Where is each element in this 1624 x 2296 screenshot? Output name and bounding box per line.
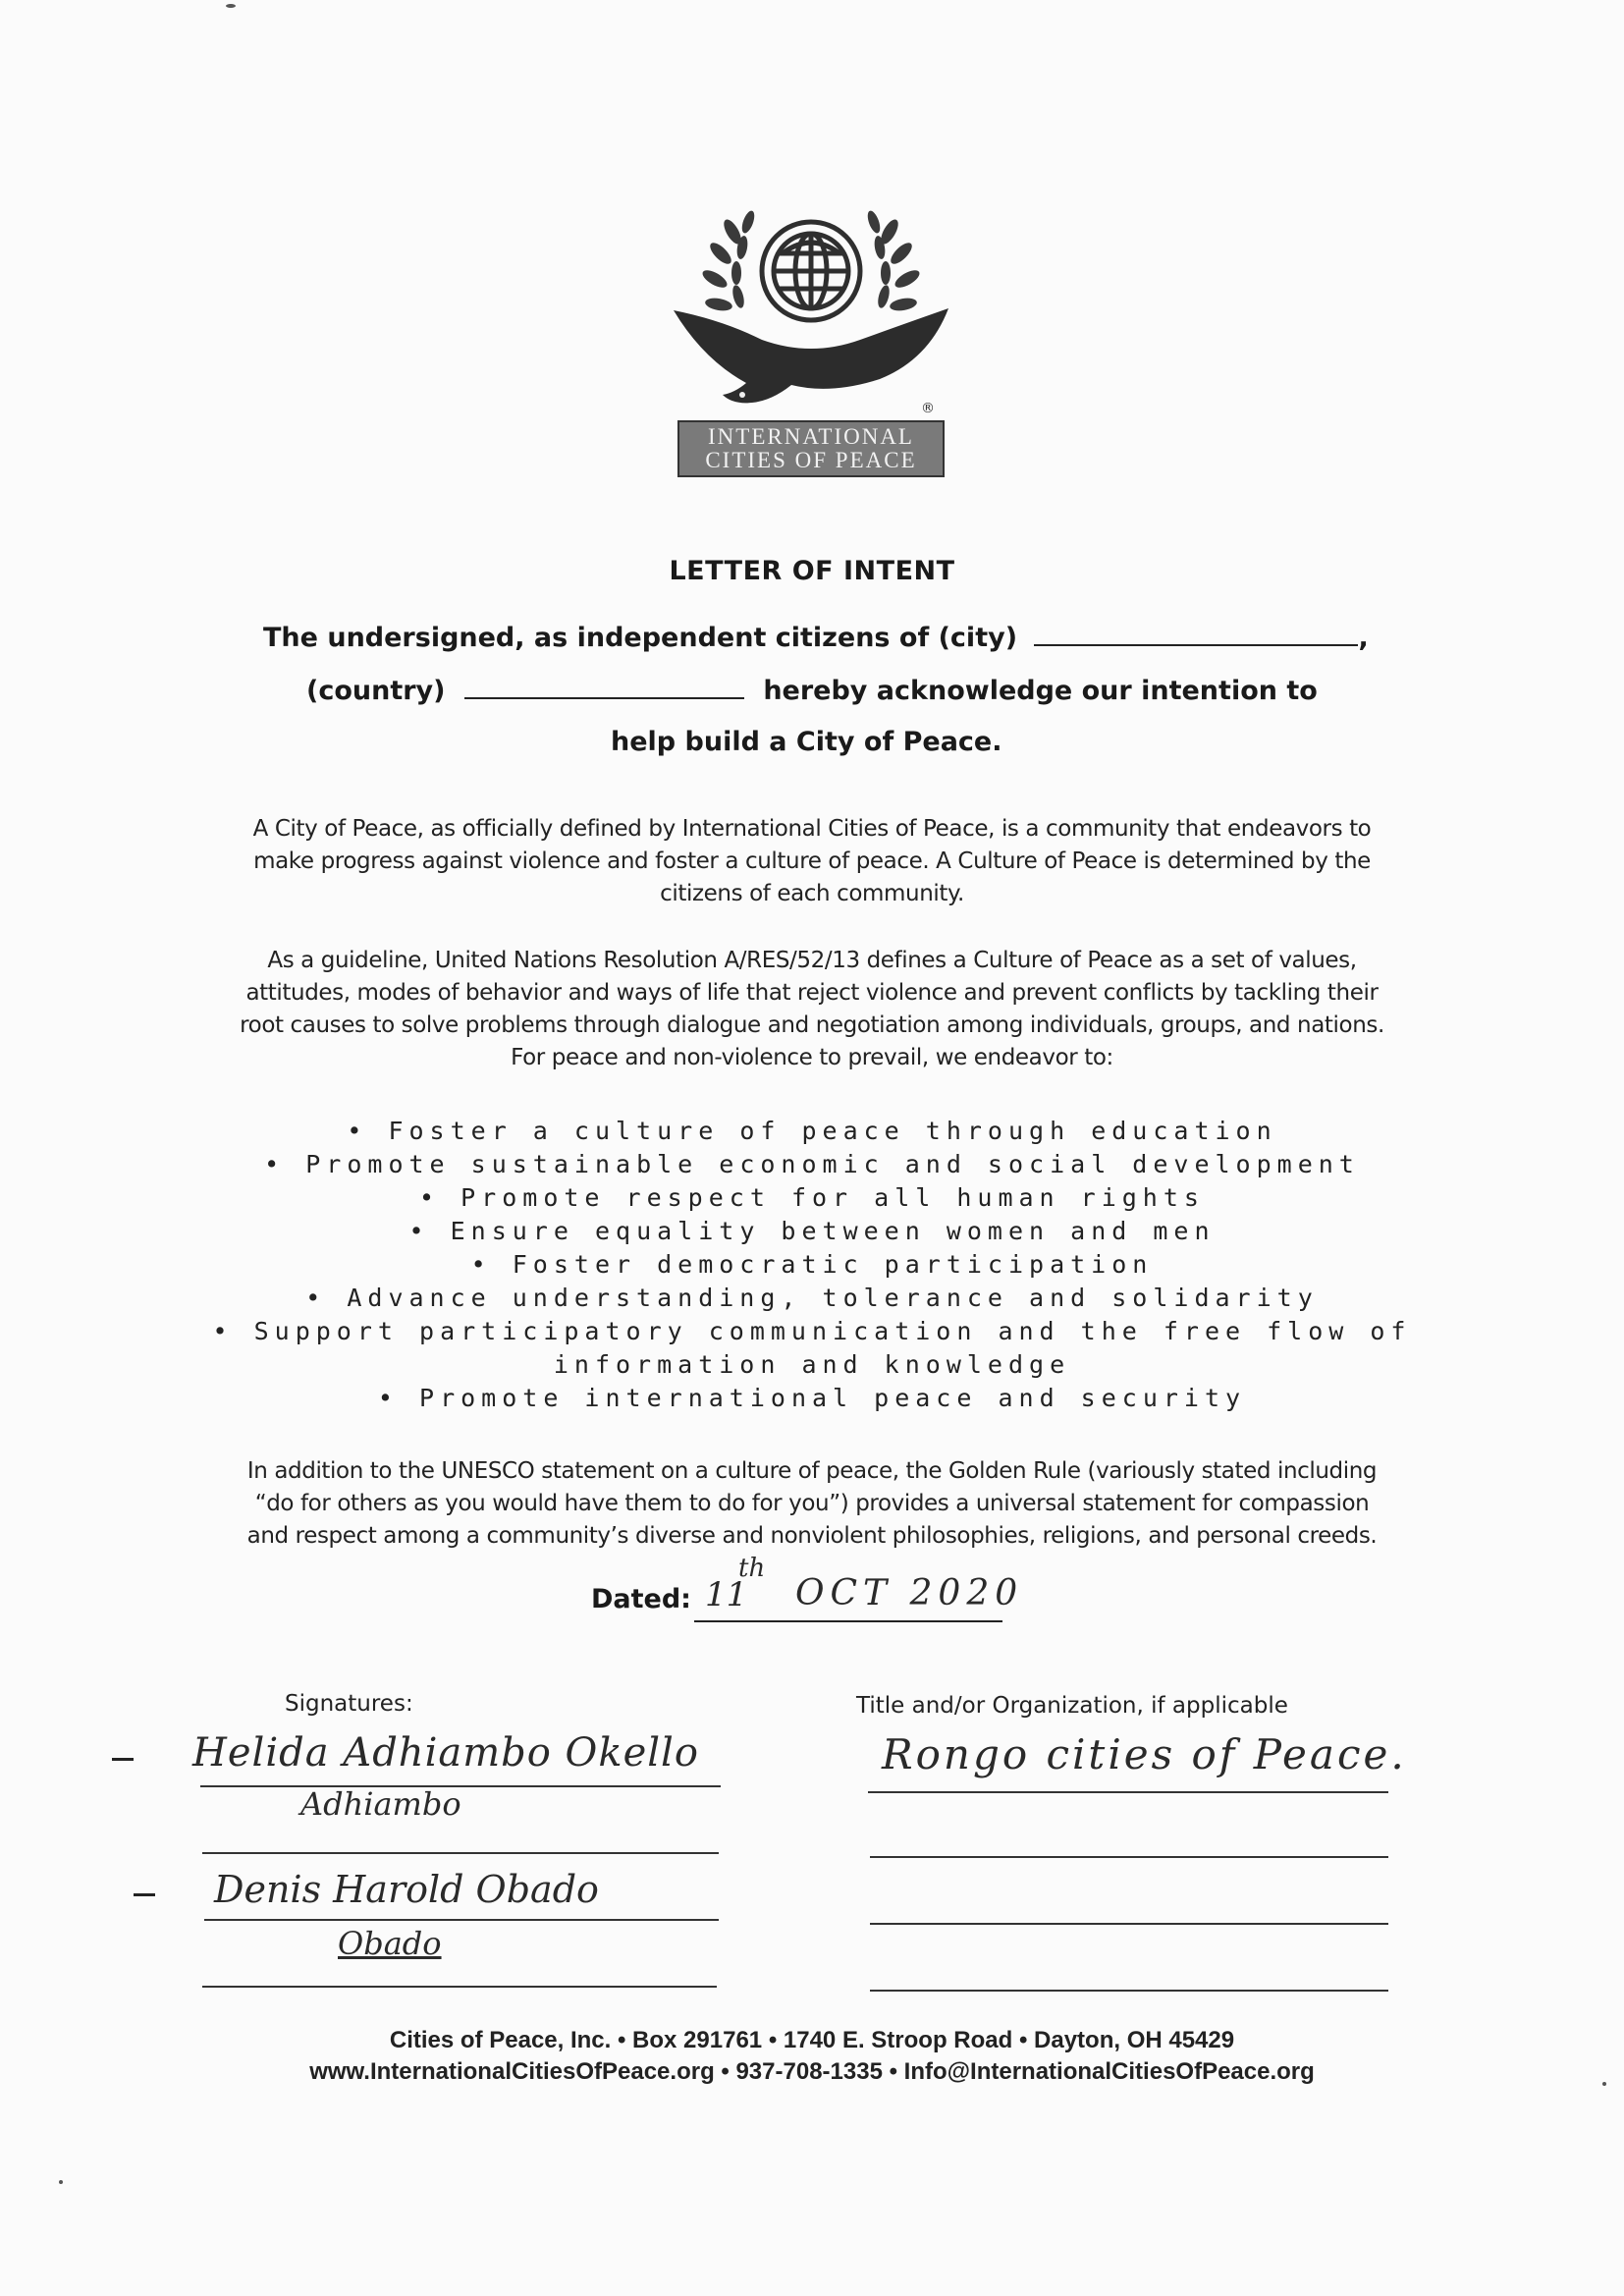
organization-line[interactable] (870, 1990, 1388, 1992)
list-item: • Ensure equality between women and men (408, 1217, 1216, 1245)
organization-line[interactable] (870, 1856, 1388, 1858)
logo-wordmark-line1: INTERNATIONAL (708, 424, 914, 449)
definition-paragraph (157, 813, 1467, 910)
organization-entry: Rongo cities of Peace. (882, 1730, 1407, 1778)
intro-comma: , (1358, 623, 1369, 653)
paragraph-line: attitudes, modes of behavior and ways of life that reject violence and prevent conflicts by tackling their (245, 980, 1379, 1006)
scan-speck (59, 2180, 63, 2184)
intro-acknowledge-text: hereby acknowledge our intention to (763, 676, 1318, 706)
paragraph-line: root causes to solve problems through dialogue and negotiation among individuals, groups, and nations. (240, 1012, 1384, 1038)
paragraph-line: and respect among a community’s diverse and nonviolent philosophies, religions, and personal creeds. (246, 1523, 1378, 1549)
paragraph-line: “do for others as you would have them to do for you”) provides a universal statement for compassion (254, 1491, 1370, 1516)
signature-mark: Adhiambo (300, 1785, 461, 1823)
organization-line[interactable] (868, 1791, 1388, 1793)
logo-wordmark (677, 420, 945, 477)
intro-line-country (306, 676, 1318, 706)
footer-contact: www.InternationalCitiesOfPeace.org • 937-708-1335 • Info@InternationalCitiesOfPeace.org (309, 2058, 1315, 2085)
list-item: • Foster a culture of peace through education (347, 1117, 1277, 1145)
signatures-heading: Signatures: (285, 1691, 413, 1717)
paragraph-line: make progress against violence and foster a culture of peace. A Culture of Peace is determined by the (253, 848, 1371, 874)
intro-country-label: (country) (306, 676, 446, 706)
signature-name: Helida Adhiambo Okello (192, 1730, 699, 1776)
paragraph-line: A City of Peace, as officially defined by International Cities of Peace, is a community that endeavors to (252, 816, 1372, 842)
date-day: 11 (705, 1575, 748, 1614)
intro-line-city (263, 623, 1369, 653)
footer-address: Cities of Peace, Inc. • Box 291761 • 1740 E. Stroop Road • Dayton, OH 45429 (389, 2027, 1235, 2053)
registered-mark: ® (921, 401, 935, 416)
organization-line[interactable] (870, 1923, 1388, 1925)
intro-line-build: help build a City of Peace. (611, 727, 1002, 757)
signature-mark: Obado (338, 1925, 442, 1962)
date-suffix: th (738, 1554, 766, 1583)
signature-line[interactable] (202, 1986, 717, 1988)
list-item: • Advance understanding, tolerance and solidarity (305, 1284, 1319, 1312)
list-item-continuation: information and knowledge (553, 1350, 1071, 1379)
signature-marker (134, 1893, 155, 1896)
logo-wordmark-line2: CITIES OF PEACE (705, 448, 917, 472)
signature-name: Denis Harold Obado (214, 1868, 599, 1911)
list-item: • Promote sustainable economic and social development (264, 1150, 1360, 1178)
endeavor-list (177, 1115, 1447, 1415)
signature-line[interactable] (204, 1919, 719, 1921)
guideline-paragraph (157, 945, 1467, 1074)
page-title: LETTER OF INTENT (669, 556, 955, 586)
scan-speck (226, 4, 236, 8)
list-item: • Promote respect for all human rights (419, 1183, 1205, 1212)
date-month-year: OCT 2020 (795, 1573, 1024, 1613)
paragraph-line: In addition to the UNESCO statement on a culture of peace, the Golden Rule (variously stated including (246, 1458, 1378, 1484)
list-item: • Promote international peace and security (377, 1384, 1247, 1412)
paragraph-line: For peace and non-violence to prevail, we endeavor to: (511, 1045, 1113, 1070)
date-field[interactable] (694, 1620, 1002, 1622)
list-item: • Support participatory communication and the free flow of (212, 1317, 1412, 1345)
list-item: • Foster democratic participation (470, 1250, 1154, 1279)
signature-marker (112, 1758, 134, 1761)
dated-label: Dated: (591, 1584, 691, 1614)
organization-logo (664, 192, 958, 487)
signature-line[interactable] (202, 1852, 719, 1854)
organization-heading: Title and/or Organization, if applicable (856, 1693, 1288, 1719)
intro-city-label: The undersigned, as independent citizens of (city) (263, 623, 1018, 653)
country-field[interactable] (464, 676, 744, 699)
paragraph-line: citizens of each community. (660, 881, 964, 906)
golden-rule-paragraph (157, 1455, 1467, 1553)
city-field[interactable] (1034, 623, 1358, 646)
paragraph-line: As a guideline, United Nations Resolution A/RES/52/13 defines a Culture of Peace as a set of values, (267, 948, 1357, 973)
